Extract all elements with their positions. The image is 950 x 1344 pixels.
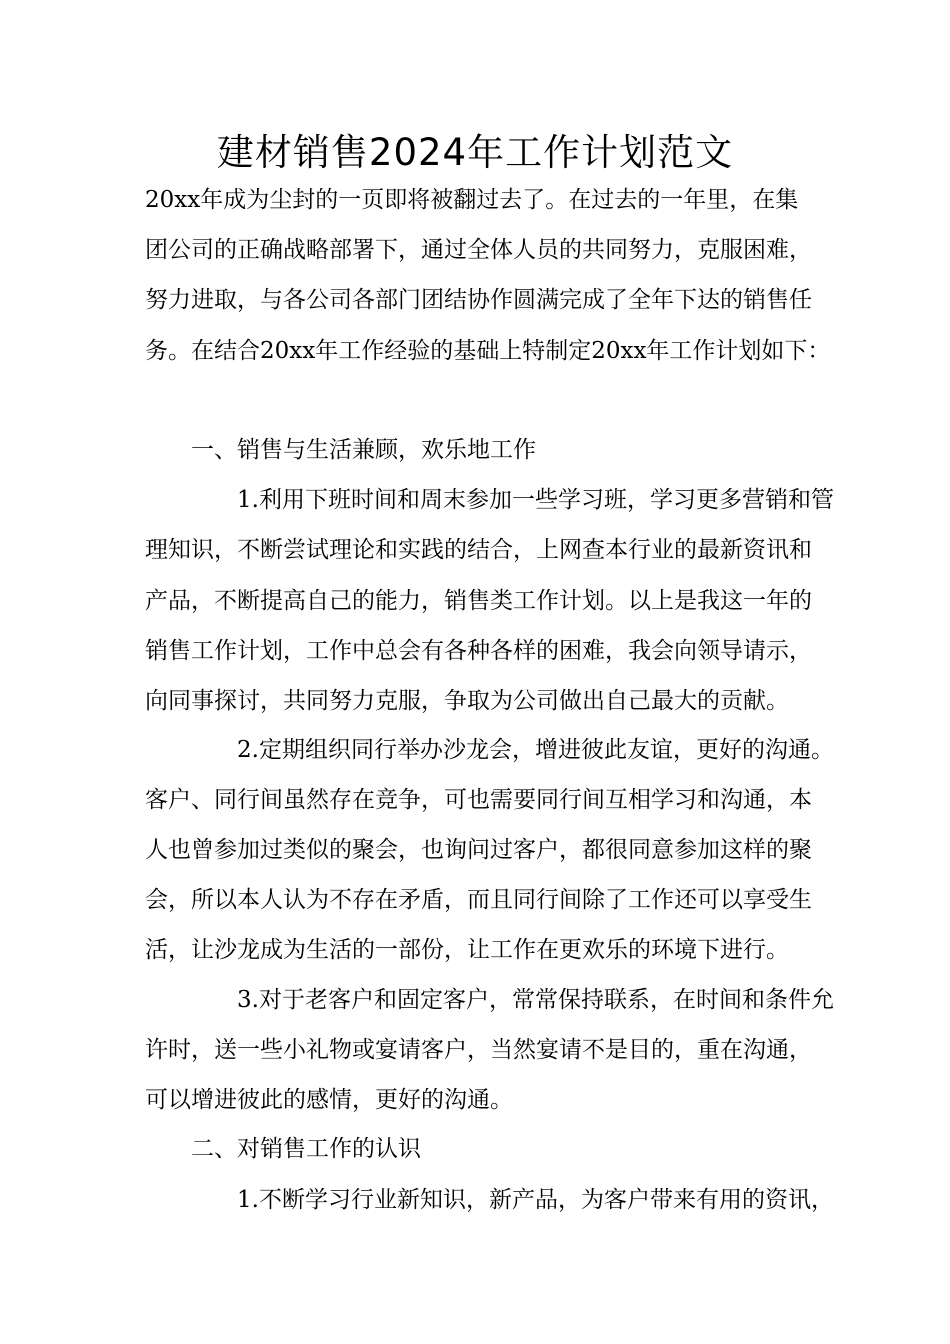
paragraph-line: 1.不断学习行业新知识，新产品，为客户带来有用的资讯， (145, 1187, 834, 1213)
paragraph-line: 2.定期组织同行举办沙龙会，增进彼此友谊，更好的沟通。 (145, 737, 834, 763)
paragraph-line: 人也曾参加过类似的聚会，也询问过客户，都很同意参加这样的聚 (145, 837, 812, 863)
paragraph-line: 许时，送一些小礼物或宴请客户，当然宴请不是目的，重在沟通， (145, 1037, 812, 1063)
document-title: 建材销售2024年工作计划范文 (216, 131, 734, 174)
paragraph-line: 努力进取，与各公司各部门团结协作圆满完成了全年下达的销售任 (145, 287, 812, 313)
paragraph-line: 可以增进彼此的感情，更好的沟通。 (145, 1087, 513, 1113)
paragraph-line: 会，所以本人认为不存在矛盾，而且同行间除了工作还可以享受生 (145, 887, 812, 913)
paragraph-line: 向同事探讨，共同努力克服，争取为公司做出自己最大的贡献。 (145, 688, 789, 714)
section-heading: 一、销售与生活兼顾，欢乐地工作 (145, 437, 536, 463)
paragraph-line: 团公司的正确战略部署下，通过全体人员的共同努力，克服困难， (145, 237, 812, 263)
paragraph-line: 销售工作计划，工作中总会有各种各样的困难，我会向领导请示， (145, 638, 812, 664)
paragraph-line: 务。在结合20xx年工作经验的基础上特制定20xx年工作计划如下： (145, 338, 831, 364)
paragraph-line: 活，让沙龙成为生活的一部份，让工作在更欢乐的环境下进行。 (145, 937, 789, 963)
paragraph-line: 客户、同行间虽然存在竞争，可也需要同行间互相学习和沟通，本 (145, 787, 812, 813)
section-heading: 二、对销售工作的认识 (145, 1136, 421, 1162)
paragraph-line: 理知识，不断尝试理论和实践的结合，上网查本行业的最新资讯和 (145, 537, 812, 563)
paragraph-line: 1.利用下班时间和周末参加一些学习班，学习更多营销和管 (145, 487, 834, 513)
paragraph-line: 20xx年成为尘封的一页即将被翻过去了。在过去的一年里，在集 (145, 187, 799, 213)
paragraph-line: 3.对于老客户和固定客户，常常保持联系，在时间和条件允 (145, 987, 834, 1013)
paragraph-line: 产品，不断提高自己的能力，销售类工作计划。以上是我这一年的 (145, 588, 812, 614)
